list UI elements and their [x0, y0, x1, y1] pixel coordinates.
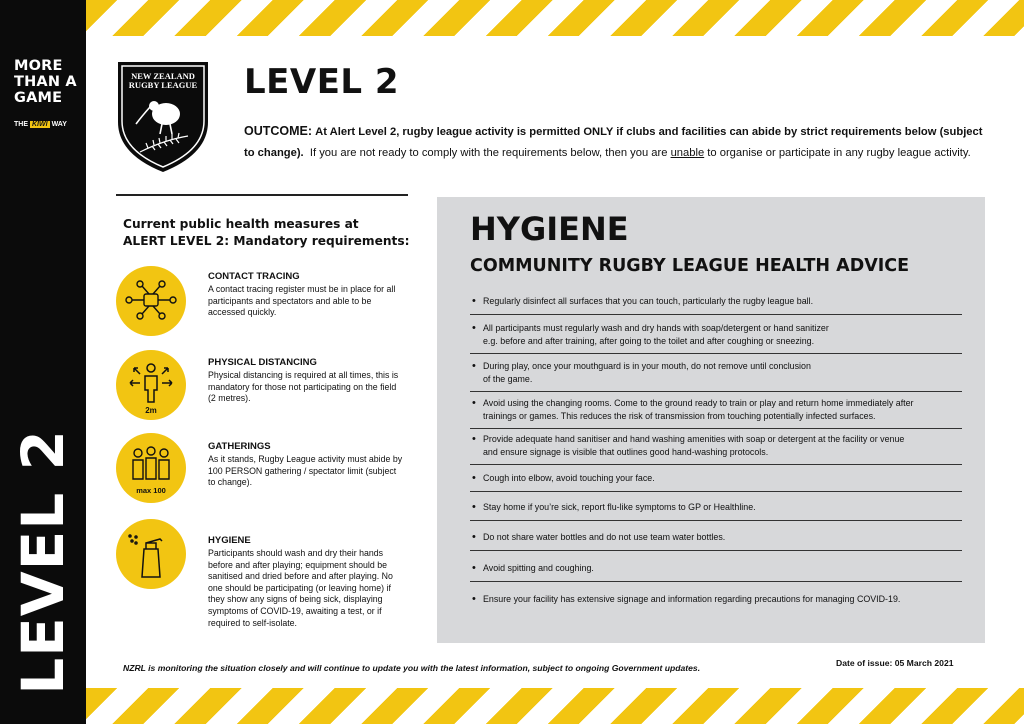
measure-title-hygiene: HYGIENE — [208, 535, 251, 546]
kiwi-way-tagline — [14, 121, 67, 128]
outcome-text-after: to organise or participate in any rugby league activity. — [707, 147, 971, 159]
advice-line: • Avoid spitting and coughing. — [483, 563, 594, 573]
advice-line: of the game. — [483, 373, 533, 384]
advice-item — [470, 322, 962, 354]
sidebar — [0, 0, 86, 724]
advice-item — [470, 295, 962, 315]
advice-line: e.g. before and after training, after going to the toilet and after coughing or sneezing. — [483, 335, 815, 346]
bottom-hazard-stripe — [86, 688, 1024, 724]
crest-line-2: RUGBY LEAGUE — [128, 80, 198, 90]
measure-title-contact-tracing: CONTACT TRACING — [208, 271, 300, 282]
hygiene-subtitle: COMMUNITY RUGBY LEAGUE HEALTH ADVICE — [470, 256, 910, 276]
advice-line: • Do not share water bottles and do not use team water bottles. — [483, 532, 726, 542]
hygiene-spray-icon — [116, 519, 186, 589]
footer-note: NZRL is monitoring the situation closely and will continue to update you with the latest information, subject to ongoing Government updates. — [123, 663, 701, 673]
measure-title-gatherings: GATHERINGS — [208, 441, 271, 452]
page-title: LEVEL 2 — [244, 62, 400, 102]
measures-heading-line-1: Current public health measures at — [123, 217, 359, 231]
measure-body-gatherings: As it stands, Rugby League activity must abide by 100 PERSON gathering / spectator limit (subject to change). — [208, 454, 403, 488]
crest-line-1: NEW ZEALAND — [131, 71, 195, 81]
tagline-the: THE — [14, 121, 28, 128]
gatherings-icon — [116, 433, 186, 503]
measures-heading — [123, 216, 423, 250]
advice-item — [470, 360, 962, 392]
physical-distancing-icon — [116, 350, 186, 420]
advice-line: • During play, once your mouthguard is in your mouth, do not remove until conclusion — [483, 361, 811, 371]
advice-item — [470, 501, 962, 521]
outcome-paragraph — [244, 121, 984, 164]
advice-line: • Regularly disinfect all surfaces that you can touch, particularly the rugby league ball. — [483, 296, 814, 306]
measure-body-physical-distancing: Physical distancing is required at all times, this is mandatory for those not participating on the field (2 metres). — [208, 370, 399, 404]
outcome-text-before: If you are not ready to comply with the requirements below, then you are — [309, 147, 668, 159]
distance-label: 2m — [145, 406, 157, 415]
sidebar-level-label: LEVEL 2 — [9, 429, 77, 695]
advice-line: • Stay home if you’re sick, report flu-like symptoms to GP or Healthline. — [483, 502, 756, 512]
measure-title-physical-distancing: PHYSICAL DISTANCING — [208, 357, 317, 368]
advice-item — [470, 433, 962, 465]
brand-line-3: GAME — [14, 90, 63, 106]
advice-item — [470, 562, 962, 582]
advice-line: • Cough into elbow, avoid touching your face. — [483, 473, 655, 483]
measure-body-hygiene: Participants should wash and dry their hands before and after playing; equipment should be sanitised and dried before and after playing. No one should be participating (or leaving home) if they show any signs of being sick, displaying symptoms of COVID-19, awaiting a test, or if required to self-isolate. — [208, 548, 393, 628]
measures-heading-line-2: ALERT LEVEL 2: Mandatory requirements: — [123, 234, 410, 248]
top-hazard-stripe — [86, 0, 1024, 36]
advice-item — [470, 593, 962, 612]
outcome-bold-text: At Alert Level 2, rugby league activity is permitted ONLY if clubs and facilities can abide by strict requirements below (subject to change). — [244, 126, 983, 159]
contact-tracing-icon — [116, 266, 186, 336]
advice-line: and ensure signage is visible that outlines good hand-washing protocols. — [483, 446, 769, 457]
tagline-kiwi: KIWI — [32, 121, 48, 128]
issue-date: Date of issue: 05 March 2021 — [836, 658, 954, 668]
outcome-underlined-word: unable — [670, 147, 705, 159]
measure-body-contact-tracing: A contact tracing register must be in place for all participants and spectators and able to be accessed quickly. — [208, 284, 396, 318]
brand-line-2: THAN A — [14, 74, 77, 90]
advice-line: trainings or games. This reduces the risk of transmission from touching potentially infected surfaces. — [483, 410, 876, 421]
outcome-label: OUTCOME: — [244, 124, 313, 138]
advice-line: • All participants must regularly wash and dry hands with soap/detergent or hand sanitizer — [483, 323, 829, 333]
advice-item — [470, 531, 962, 551]
advice-line: • Avoid using the changing rooms. Come to the ground ready to train or play and return home immediately after — [483, 398, 914, 408]
advice-item — [470, 397, 962, 429]
advice-line: • Provide adequate hand sanitiser and hand washing amenities with soap or detergent at the facility or venue — [483, 434, 905, 444]
advice-item — [470, 472, 962, 492]
tagline-way: WAY — [51, 121, 67, 128]
section-divider — [116, 194, 408, 196]
brand-line-1: MORE — [14, 58, 63, 74]
advice-line: • Ensure your facility has extensive signage and information regarding precautions for managing COVID-19. — [483, 594, 901, 604]
gathering-limit-label: max 100 — [136, 486, 166, 495]
hygiene-title: HYGIENE — [470, 210, 629, 248]
